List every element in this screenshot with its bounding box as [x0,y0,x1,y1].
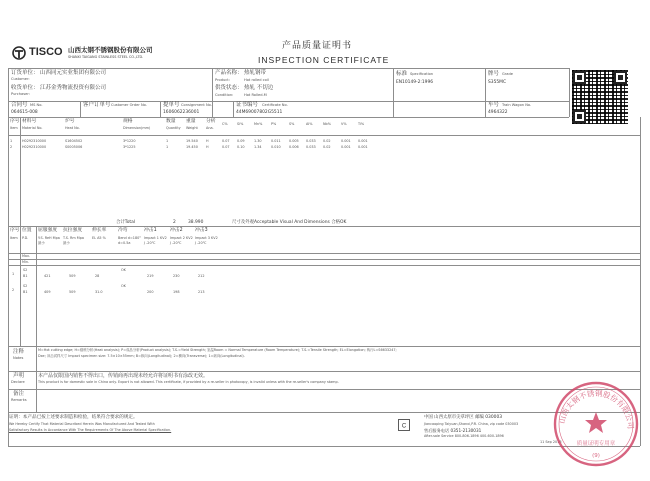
product-label-en: Product: [215,78,230,82]
chem-header-cn: 重量 [186,119,196,124]
mech-header-en: T.S. Rm Mpa 最小 [63,236,84,245]
company-seal-icon [552,380,640,468]
condition-value: 热轧 不切边 [244,85,274,91]
chem-header-en: Al% [306,122,313,126]
mech-el: 31.0 [95,290,103,294]
cust-order-label-en: Customer Order No. [111,103,147,107]
wagon-label: 车号 [488,102,500,108]
mech-header-en: Impact 3 KV2 J -20℃ [195,236,218,245]
grade-label: 牌号 [488,71,500,77]
mech-header-cn: 序号 [10,228,20,233]
company-name-cn: 山西太钢不锈钢股份有限公司 [68,46,153,54]
chem-header-en: Ti% [358,122,365,126]
chem-cell: 0.09 [237,139,245,143]
chem-header-en: Item [10,126,18,130]
mech-header-cn: 抗拉强度 [63,228,83,233]
condition-label: 供货状态： [215,85,243,91]
mech-impact-1: 200 [147,290,154,294]
mech-header-cn: 冷弯 [118,228,128,233]
chem-header-en: Mn% [254,122,263,126]
cert-value: 44M69007802G5511 [236,110,283,115]
footer-date: 11 Sep 2016 [540,440,562,444]
logo-area [12,44,212,64]
notes-line-1: M=Hot cutting edge; H=熔炼分析(Heat analysis); P=成品分析(Product analysis); T.S.=Yield Strength; 室温Room = Normal Temperature (Room Temperature); T.S.=Tensile Strength; EL=Elongation; 執行L=S6633247; [38,348,397,352]
footer-cert-en-2: Satisfactory Results In Accordance With The Requirements Of The Above Material Specification. [9,428,172,432]
chem-cell: 0.10 [237,145,245,149]
grade-label-en: Grade [502,72,513,76]
footer-contact-en: After-sale Service 800-806-1896 400-600-1896 [424,434,504,438]
notes-label-en: Notes [13,356,24,360]
chem-header-cn: 材料号 [22,119,37,124]
product-label: 产品名称： [215,70,243,76]
mech-sub: B1 [23,274,28,278]
total-label: 合计Total [116,220,136,225]
spec-label: 标准 [396,71,408,77]
mech-header-cn: 屈服强度 [38,228,58,233]
mech-header-cn: 位置 [22,228,32,233]
mech-ts: 509 [69,274,76,278]
chem-header-en: Heat No. [65,126,80,130]
notes-line-2: Dxe; 冲击试样尺寸 Impact specimen size: 7.5×10×55mm; B=纵向(Longitudinal); 2=横向(Transverse); 1=纵向(Longitudinal). [38,354,245,358]
contract-label-en: MS No. [30,103,43,107]
mech-impact-2: 198 [173,290,180,294]
total-weight: 38.990 [188,220,204,225]
chem-cell: 0.006 [289,145,299,149]
chem-cell: 0.02 [323,139,331,143]
total-qty: 2 [173,220,176,225]
chem-cell: 0.033 [306,139,316,143]
product-value: 热轧钢带 [244,70,267,76]
mech-item: 1 [12,272,15,276]
limit-max: Max. [22,254,31,258]
spec-label-en: Specification [410,72,434,76]
mech-ys: 421 [44,274,51,278]
cert-label: 证书编号 [236,102,259,108]
logo-text: TISCO [29,46,63,58]
company-name-en: SHANXI TAIGANG STAINLESS STEEL CO.,LTD. [68,55,144,59]
ship-value: 1606062236001 [163,110,200,115]
orderer-value: 山西同元实业集团有限公司 [40,70,107,76]
footer-contact-cn: 售后服务电话 0351-2130031 [424,428,482,433]
contract-label: 合同号 [11,102,28,108]
grade-value: S355MC [488,80,507,85]
tisco-logo-icon [12,46,26,60]
cust-order-label: 客户订单号 [83,102,111,108]
chem-header-en: Material No. [22,126,43,130]
chem-cell: H [206,145,209,149]
chem-cell: 0.02 [323,145,331,149]
chem-header-en: Nb% [323,122,331,126]
visual-note: 尺寸及外观Acceptable Visual And Dimensions 合格OK [232,220,347,225]
chem-cell: 1 [166,145,169,149]
condition-label-en: Condition: [215,93,234,97]
chem-cell: 1.30 [254,139,262,143]
cert-label-en: Certificate No. [262,103,288,107]
mech-ys: 409 [44,290,51,294]
declare-line-en: This product is for domestic sale in China only. Export is not allowed. This certificate, if provided by a re-seller in photocopy, is invalid unless with the re-seller's company stamp. [38,380,339,384]
chem-header-cn: 规格 [123,119,133,124]
chem-cell: 0.010 [271,145,281,149]
chem-cell: 3*1225 [123,145,136,149]
chem-header-en: C% [222,122,228,126]
mech-bend: OK [121,284,126,288]
chem-cell: 0.001 [358,145,368,149]
footer-org-cn: 中国 山西太原市尖草坪区 邮编 030003 [424,415,503,420]
chem-header-en: Si% [237,122,244,126]
orderer-label-en: Customer: [11,77,30,81]
mech-ts: 509 [69,290,76,294]
mech-header-en: Bend d=180° d=0.5a [118,236,141,245]
seal-text: 山西太钢不锈钢股份有限公司 [557,388,636,430]
mech-header-en: Item [10,236,18,240]
remarks-label: 备注 [13,391,25,397]
footer-address-en: Jiancaoping Taiyuan,Shanxi,P.R. China, zip code 030003 [424,422,519,426]
chem-header-en: S% [289,122,295,126]
chem-cell: H0292310000 [22,139,47,143]
orderer-label: 订货单位： [11,70,39,76]
mech-item: 2 [12,288,15,292]
chem-header-en: Weight [186,126,198,130]
seal-subtext: 质量证明专用章 [576,441,616,447]
wagon-value: 4964322 [488,110,508,115]
chem-cell: H0292310000 [22,145,47,149]
chem-header-en: Quantity [166,126,181,130]
footer-cert-cn: 证明：本产品已按上述要求制造和检验，结果符合要求的规定。 [9,415,138,420]
mech-el: 28 [95,274,100,278]
remarks-label-en: Remarks [11,398,27,402]
chem-cell: 0.001 [358,139,368,143]
product-value-en: Hot rolled coil [244,78,269,82]
chem-cell: 0.001 [341,139,351,143]
qr-code-icon [572,70,628,124]
chem-header-en: Ana. [206,126,214,130]
consignee-label-en: Purchaser: [11,92,30,96]
wagon-label-en: Train Wagon No. [502,103,532,107]
mech-header-cn: 冲击1 [144,228,157,233]
mech-pos: S2 [23,268,28,272]
chem-cell: S1604502 [65,139,83,143]
seal-number: (9) [592,453,600,459]
chem-cell: 0.07 [222,145,230,149]
chem-header-en: V% [341,122,347,126]
chem-cell: 3*1220 [123,139,136,143]
chem-header-cn: 分析 [206,119,216,124]
mech-header-cn: 冲击2 [170,228,183,233]
consignee-label: 收货单位： [11,85,39,91]
certification-mark-icon [398,419,410,431]
mech-header-en: EL A5 % [92,236,106,240]
ship-label-en: Consignment No. [181,103,212,107]
chem-header-cn: 数量 [166,119,176,124]
mech-header-en: Impact 2 KV2 J -20℃ [170,236,193,245]
title-en: INSPECTION CERTIFICATE [258,55,390,65]
chem-header-cn: 炉号 [65,119,75,124]
declare-line-cn: 本产品仅限国内销售不得出口，传销商再出现未经允许将证明书有涂改无效。 [38,373,209,379]
spec-value: EN10149-2:1996 [396,80,434,85]
mech-bend: OK [121,268,126,272]
chem-cell: 0.011 [271,139,281,143]
footer-cert-en-1: We Hereby Certify That Material Described Herein Was Manufactured And Tested With [9,422,155,426]
chem-cell: 19.540 [186,139,198,143]
mech-header-en: Y.S. ReH Mpa 最小 [38,236,60,245]
mech-header-cn: 冲击3 [195,228,208,233]
mech-impact-1: 219 [147,274,154,278]
mech-impact-2: 230 [173,274,180,278]
chem-cell: 0.005 [289,139,299,143]
chem-cell: 1.34 [254,145,262,149]
title-cn: 产品质量证明书 [282,41,353,51]
chem-cell: 19.450 [186,145,198,149]
mech-header-cn: 伸长率 [92,228,107,233]
mech-impact-3: 213 [198,290,205,294]
svg-text:C: C [401,423,407,430]
chem-cell: 0.07 [222,139,230,143]
mech-pos: S2 [23,284,28,288]
chem-cell: 0.033 [306,145,316,149]
chem-cell: 0.001 [341,145,351,149]
chem-cell: S0005006 [65,145,83,149]
chem-header-en: Dimension(mm) [123,126,151,130]
limit-min: Min. [22,260,30,264]
mech-header-en: Impact 1 KV2 J -20℃ [144,236,167,245]
condition-value-en: Hot Rolled.M [244,93,267,97]
chem-cell: H [206,139,209,143]
chem-cell: 1 [10,139,13,143]
declare-label-en: Declare [11,380,25,384]
chem-header-en: P% [271,122,277,126]
mech-header-en: P.D. [22,236,29,240]
declare-label: 声明 [13,373,25,379]
consignee-value: 江苏金秀物流投资有限公司 [40,85,107,91]
chem-cell: 1 [166,139,169,143]
mech-impact-3: 212 [198,274,205,278]
chem-cell: 2 [10,145,13,149]
chem-header-cn: 序号 [10,119,20,124]
ship-label: 提单号 [163,102,180,108]
contract-value: 064615-008 [11,110,38,115]
notes-label: 注释 [13,349,25,355]
mech-sub: B1 [23,290,28,294]
